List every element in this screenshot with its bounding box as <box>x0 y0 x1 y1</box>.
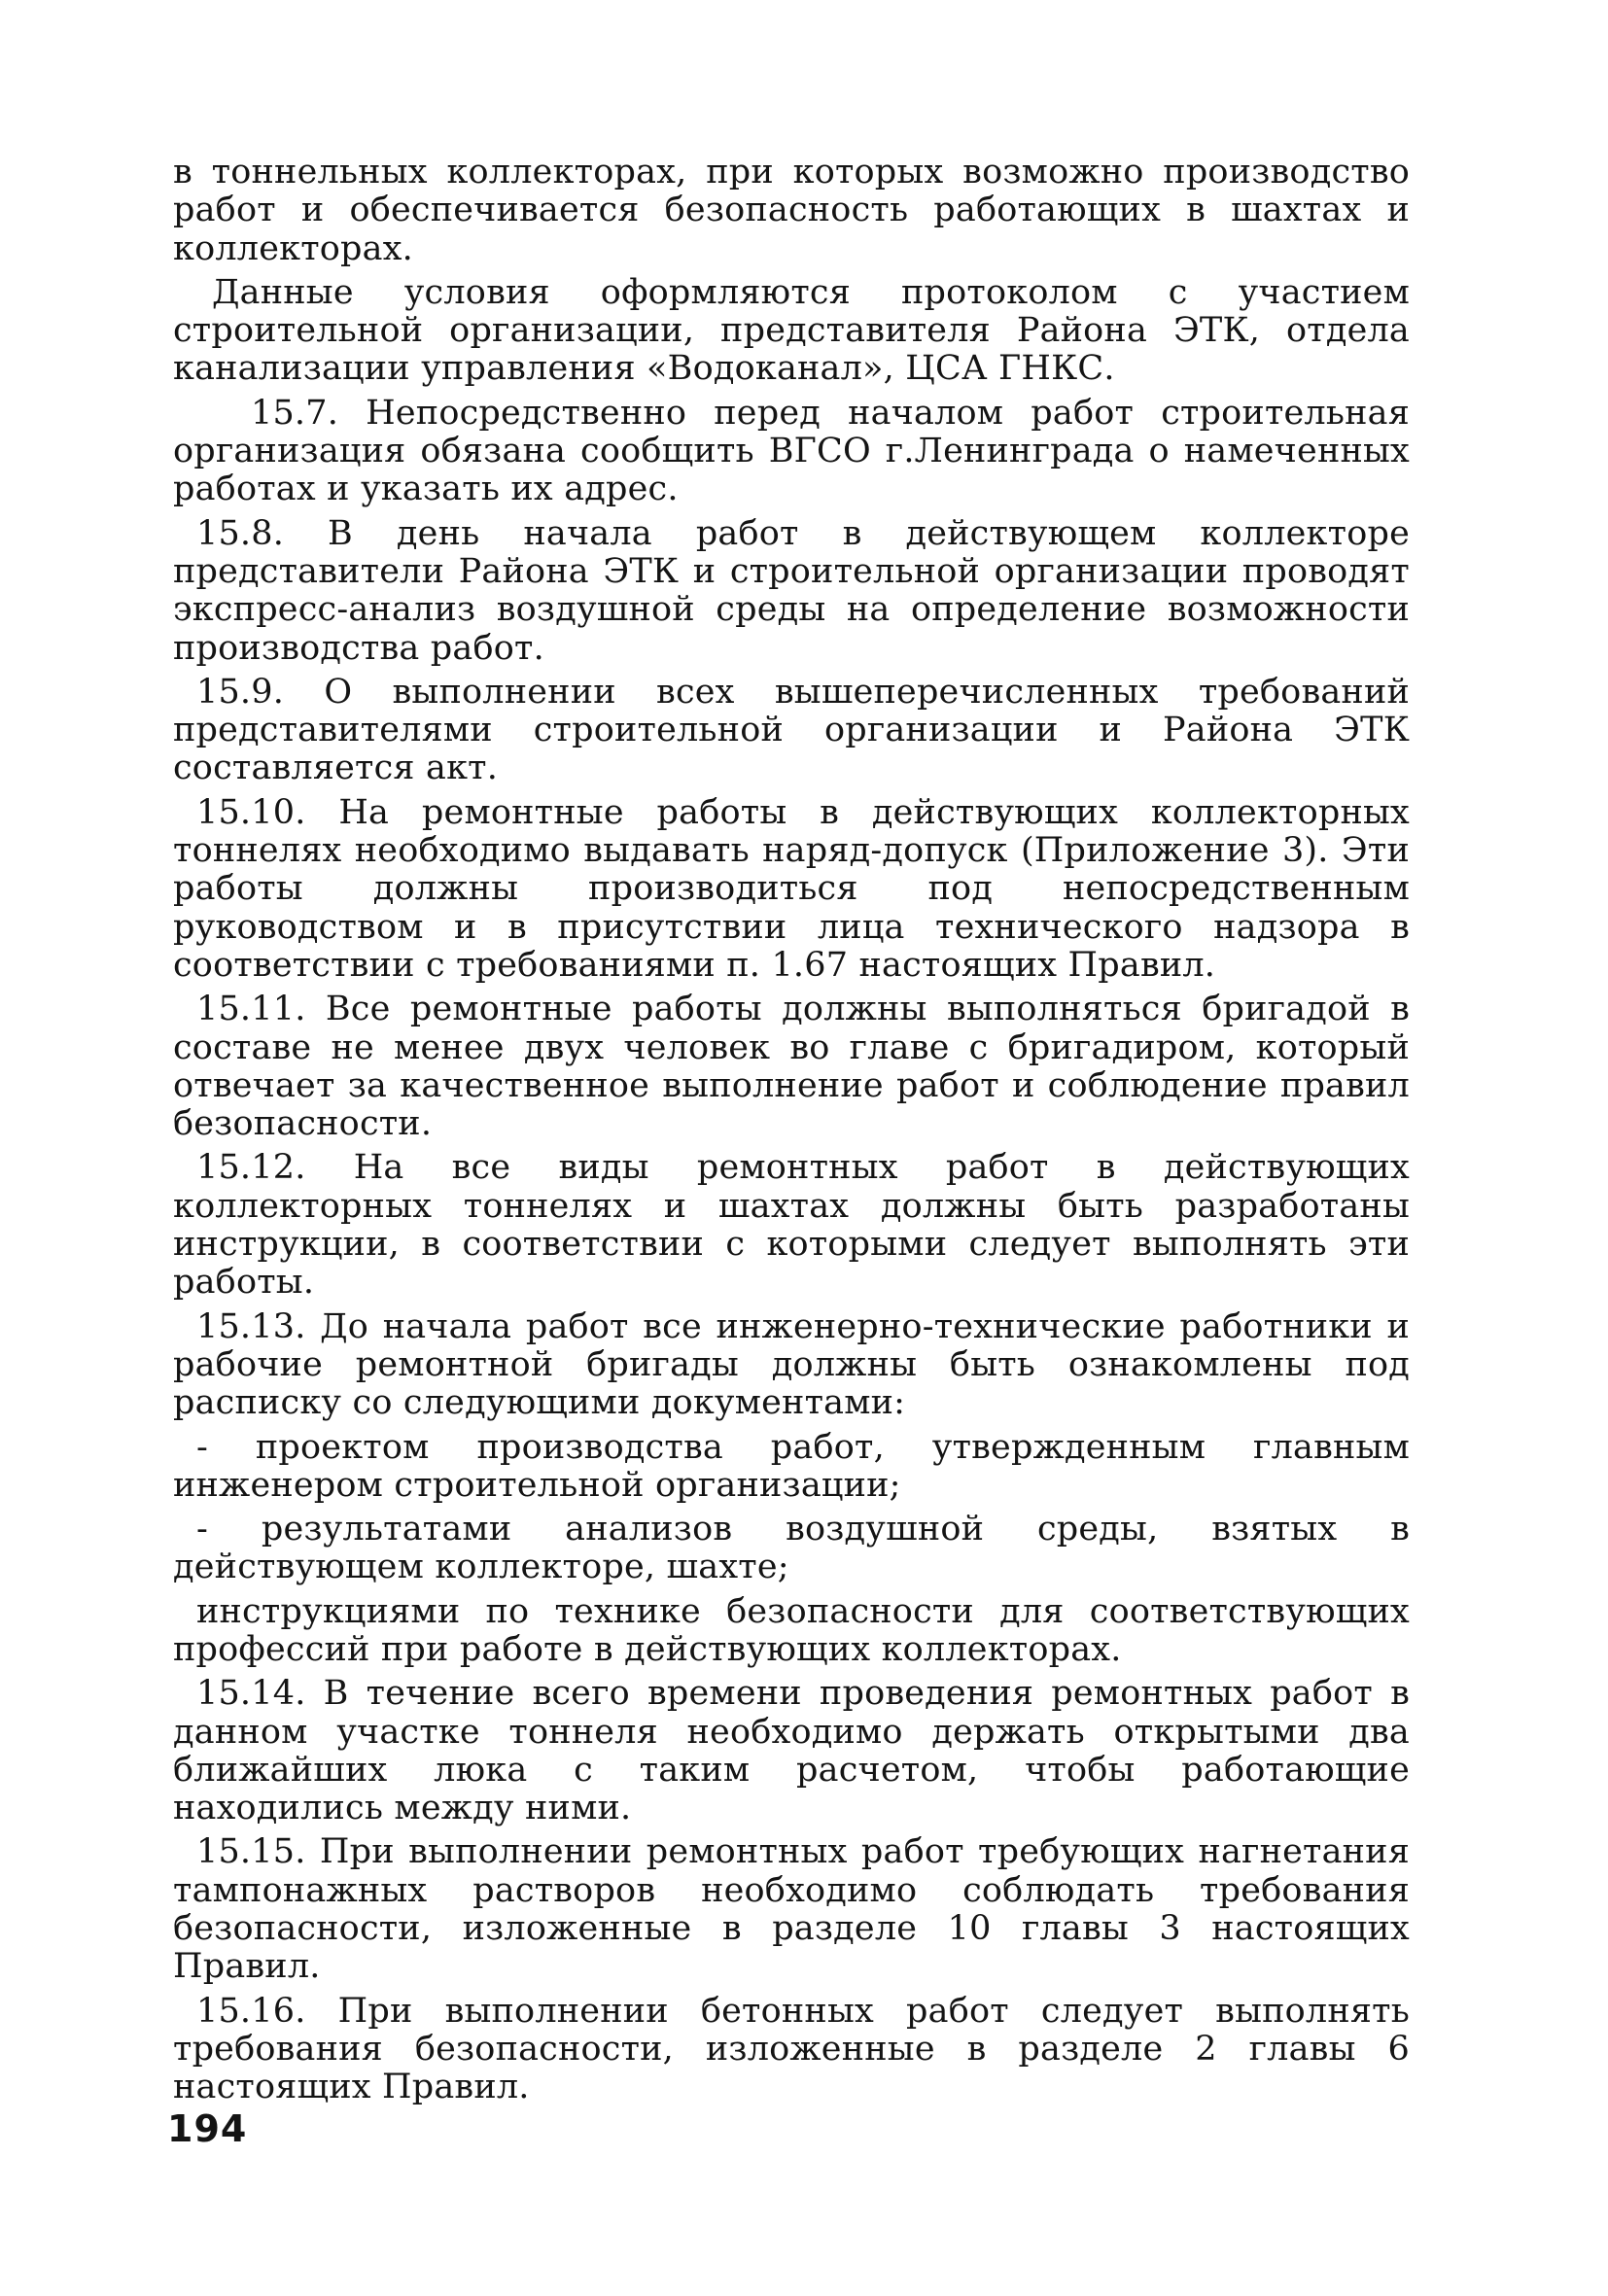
page-number: 194 <box>167 2107 248 2150</box>
paragraph-continuation: в тоннельных коллекторах, при которых возможно производство работ и обеспечивается безопасность работающих в шахтах и коллекторах. <box>173 153 1410 268</box>
page-body <box>173 154 1410 2113</box>
paragraph-15-9: 15.9. О выполнении всех вышеперечисленных требований представителями строительной организации и Района ЭТК составляется акт. <box>173 672 1410 788</box>
paragraph-15-8: 15.8. В день начала работ в действующем коллекторе представители Района ЭТК и строительной организации проводят экспресс-анализ воздушной среды на определение возможности производства работ. <box>173 513 1410 668</box>
paragraph-15-14: 15.14. В течение всего времени проведения ремонтных работ в данном участке тоннеля необходимо держать открытыми два ближайших люка с таким расчетом, чтобы работающие находились между ними. <box>173 1674 1410 1828</box>
paragraph-15-16: 15.16. При выполнении бетонных работ следует выполнять требования безопасности, изложенные в разделе 2 главы 6 настоящих Правил. <box>173 1991 1410 2107</box>
list-item-instructions: инструкциями по технике безопасности для соответствующих профессий при работе в действующих коллекторах. <box>173 1591 1410 1669</box>
paragraph-15-15: 15.15. При выполнении ремонтных работ требующих нагнетания тампонажных растворов необходимо соблюдать требования безопасности, изложенные в разделе 10 главы 3 настоящих Правил. <box>173 1832 1410 1987</box>
list-item-project: - проектом производства работ, утвержденным главным инженером строительной организации; <box>173 1427 1410 1505</box>
paragraph-conditions-protocol: Данные условия оформляются протоколом с участием строительной организации, представителя Района ЭТК, отдела канализации управления «Водоканал», ЦСА ГНКС. <box>173 272 1410 389</box>
paragraph-15-7: 15.7. Непосредственно перед началом работ строительная организация обязана сообщить ВГСО г.Ленинграда о намеченных работах и указать их адрес. <box>173 393 1410 509</box>
list-item-air-analysis: - результатами анализов воздушной среды, взятых в действующем коллекторе, шахте; <box>173 1510 1410 1587</box>
paragraph-15-10: 15.10. На ремонтные работы в действующих коллекторных тоннелях необходимо выдавать наряд-допуск (Приложение 3). Эти работы должны производиться под непосредственным руководством и в присутствии лица технического надзора в соответствии с требованиями п. 1.67 настоящих Правил. <box>173 792 1410 985</box>
paragraph-15-12: 15.12. На все виды ремонтных работ в действующих коллекторных тоннелях и шахтах должны быть разработаны инструкции, в соответствии с которыми следует выполнять эти работы. <box>173 1148 1410 1303</box>
paragraph-15-13: 15.13. До начала работ все инженерно-технические работники и рабочие ремонтной бригады должны быть ознакомлены под расписку со следующими документами: <box>173 1306 1410 1423</box>
paragraph-15-11: 15.11. Все ремонтные работы должны выполняться бригадой в составе не менее двух человек во главе с бригадиром, который отвечает за качественное выполнение работ и соблюдение правил безопасности. <box>173 990 1410 1144</box>
